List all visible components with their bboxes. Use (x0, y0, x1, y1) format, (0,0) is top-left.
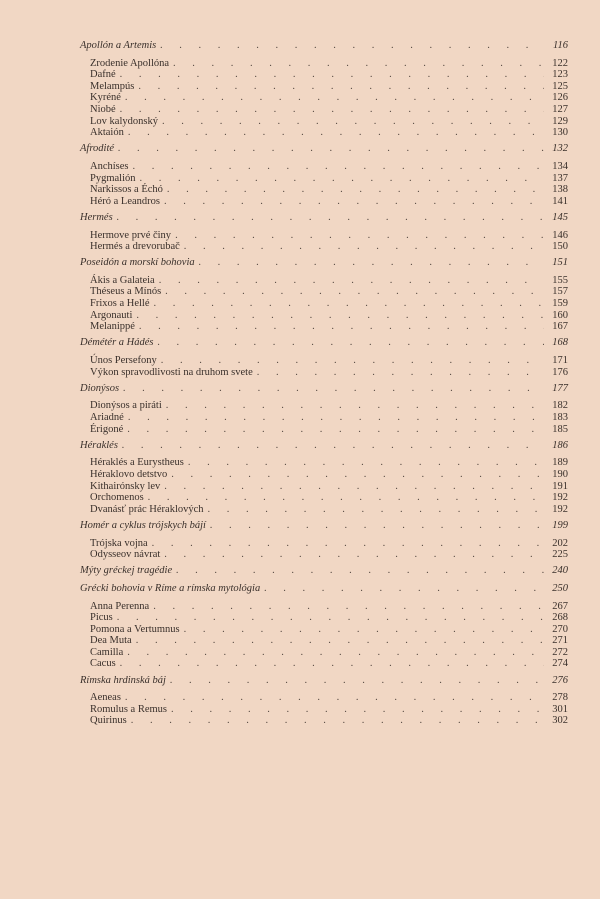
toc-section (80, 143, 568, 207)
toc-entry (80, 355, 568, 367)
dot-leader (127, 424, 544, 436)
page-number: 240 (552, 565, 568, 577)
toc-entry (80, 69, 568, 81)
page-number: 126 (552, 92, 568, 104)
section-heading (80, 143, 568, 155)
toc-entry (80, 469, 568, 481)
section-heading (80, 383, 568, 395)
dot-leader (165, 286, 544, 298)
entry-title: Lov kalydonský (90, 115, 158, 127)
page-number: 159 (552, 298, 568, 310)
entry-title: Únos Persefony (90, 355, 157, 367)
toc-section (80, 583, 568, 670)
dot-leader (166, 400, 544, 412)
page-number: 191 (552, 480, 568, 492)
entry-title: Quirinus (90, 715, 127, 727)
dot-leader (264, 583, 544, 595)
page-number: 116 (553, 40, 568, 51)
dot-leader (208, 504, 544, 516)
toc-entry (80, 184, 568, 196)
toc-entry (80, 241, 568, 253)
page-number: 127 (552, 103, 568, 115)
dot-leader (148, 492, 544, 504)
page-number: 301 (552, 703, 568, 715)
section-heading (80, 520, 568, 532)
entry-title: Kithairónsky lev (90, 480, 161, 492)
dot-leader (117, 612, 544, 624)
dot-leader (171, 704, 544, 716)
dot-leader (131, 715, 544, 727)
toc-entry (80, 116, 568, 128)
entry-title: Melampús (90, 80, 135, 92)
toc-section (80, 520, 568, 561)
section-title: Apollón a Artemis (80, 40, 157, 51)
page-number: 190 (552, 468, 568, 480)
section-title: Héraklés (80, 439, 118, 451)
page-number: 202 (552, 537, 568, 549)
dot-leader (164, 196, 544, 208)
section-title: Poseidón a morskí bohovia (80, 257, 195, 269)
page-number: 171 (552, 355, 568, 367)
page-number: 182 (552, 400, 568, 412)
page-number: 278 (552, 692, 568, 704)
entry-title: Dea Muta (90, 635, 132, 647)
page-number: 192 (552, 492, 568, 504)
dot-leader (164, 549, 544, 561)
dot-leader (136, 635, 544, 647)
entry-title: Dafné (90, 69, 116, 81)
toc-entry (80, 127, 568, 139)
toc-entry (80, 81, 568, 93)
toc-section (80, 212, 568, 253)
section-title: Afrodité (80, 143, 115, 155)
entry-title: Hermés a drevorubač (90, 241, 180, 253)
toc-entry (80, 400, 568, 412)
page-number: 176 (552, 366, 568, 378)
dot-leader (136, 310, 544, 322)
toc-entry (80, 424, 568, 436)
dot-leader (184, 624, 544, 636)
page-number: 268 (552, 612, 568, 624)
section-heading (80, 565, 568, 577)
entry-title: Pygmalión (90, 172, 136, 184)
toc-entry (80, 647, 568, 659)
dot-leader (164, 481, 544, 493)
page-number: 167 (552, 321, 568, 333)
entry-title: Picus (90, 612, 113, 624)
page-number: 225 (552, 549, 568, 561)
page-number: 122 (552, 57, 568, 69)
entry-title: Hermove prvé činy (90, 229, 172, 241)
toc-section (80, 337, 568, 378)
dot-leader (170, 675, 544, 687)
toc-entry (80, 104, 568, 116)
dot-leader (159, 275, 544, 287)
section-title: Mýty gréckej tragédie (80, 565, 173, 577)
dot-leader (210, 520, 544, 532)
page-number: 272 (552, 646, 568, 658)
toc-section (80, 383, 568, 435)
toc-entry (80, 367, 568, 379)
page-number: 129 (552, 115, 568, 127)
page-number: 123 (552, 69, 568, 81)
section-title: Grécki bohovia v Ríme a rímska mytológia (80, 582, 261, 594)
entry-title: Théseus a Mínós (90, 286, 162, 298)
toc-entry (80, 457, 568, 469)
entry-title: Trójska vojna (90, 537, 148, 549)
entry-title: Frixos a Hellé (90, 298, 150, 310)
page-number: 141 (552, 195, 568, 207)
toc-entry (80, 658, 568, 670)
page-number: 151 (552, 257, 568, 269)
toc-entry (80, 624, 568, 636)
dot-leader (127, 647, 544, 659)
toc-section (80, 675, 568, 727)
section-heading (80, 675, 568, 687)
toc-entry (80, 298, 568, 310)
toc-section (80, 257, 568, 333)
entry-title: Érigoné (90, 423, 124, 435)
dot-leader (171, 469, 544, 481)
dot-leader (133, 161, 545, 173)
page-number: 274 (552, 658, 568, 670)
dot-leader (167, 184, 544, 196)
dot-leader (117, 212, 544, 224)
dot-leader (184, 241, 544, 253)
entry-title: Ákis a Galateia (90, 274, 155, 286)
entry-title: Zrodenie Apollóna (90, 57, 170, 69)
page-number: 177 (552, 382, 568, 394)
entry-title: Camilla (90, 646, 124, 658)
section-title: Homér a cyklus trójskych bájí (80, 519, 206, 531)
section-heading (80, 257, 568, 269)
entry-title: Narkissos a Échó (90, 184, 163, 196)
entry-title: Héraklés a Eurystheus (90, 457, 184, 469)
section-heading (80, 440, 568, 452)
entry-title: Kyréné (90, 92, 121, 104)
dot-leader (257, 367, 544, 379)
entry-title: Orchomenos (90, 492, 144, 504)
section-heading (80, 212, 568, 224)
toc-entry (80, 481, 568, 493)
toc-section (80, 440, 568, 516)
toc-entry (80, 275, 568, 287)
dot-leader (138, 81, 544, 93)
page-number: 189 (552, 457, 568, 469)
entry-title: Pomona a Vertumnus (90, 623, 180, 635)
dot-leader (122, 440, 544, 452)
dot-leader (173, 58, 544, 70)
page-number: 145 (552, 211, 568, 223)
page-number: 134 (552, 160, 568, 172)
page-number: 186 (552, 439, 568, 451)
toc-entry (80, 704, 568, 716)
entry-title: Romulus a Remus (90, 703, 168, 715)
entry-title: Dionýsos a piráti (90, 400, 162, 412)
toc-entry (80, 161, 568, 173)
toc-entry (80, 321, 568, 333)
section-title: Hermés (80, 211, 113, 223)
dot-leader (153, 601, 544, 613)
dot-leader (118, 143, 544, 155)
entry-title: Anchíses (90, 160, 129, 172)
dot-leader (128, 412, 544, 424)
page-number: 168 (552, 337, 568, 349)
entry-title: Cacus (90, 658, 116, 670)
toc-entry (80, 692, 568, 704)
page-number: 155 (552, 274, 568, 286)
section-heading (80, 337, 568, 349)
toc-entry (80, 549, 568, 561)
page-number: 270 (552, 623, 568, 635)
section-title: Dionýsos (80, 382, 120, 394)
dot-leader (125, 92, 544, 104)
toc-entry (80, 601, 568, 613)
dot-leader (160, 40, 544, 52)
dot-leader (120, 104, 544, 116)
section-title: Démétér a Hádés (80, 337, 154, 349)
entry-title: Odysseov návrat (90, 549, 161, 561)
dot-leader (154, 298, 545, 310)
entry-title: Výkon spravodlivosti na druhom svete (90, 366, 253, 378)
page-number: 302 (552, 715, 568, 727)
table-of-contents (80, 40, 568, 732)
page-number: 276 (552, 674, 568, 686)
section-heading (80, 40, 568, 52)
toc-entry (80, 310, 568, 322)
toc-entry (80, 92, 568, 104)
entry-title: Melanippé (90, 321, 135, 333)
page-number: 160 (552, 309, 568, 321)
toc-entry (80, 286, 568, 298)
page-number: 192 (552, 503, 568, 515)
dot-leader (176, 565, 544, 577)
page-number: 183 (552, 412, 568, 423)
dot-leader (128, 127, 544, 139)
dot-leader (140, 173, 544, 185)
entry-title: Dvanásť prác Héraklových (90, 503, 204, 515)
page-number: 199 (552, 519, 568, 531)
toc-entry (80, 412, 568, 424)
toc-section (80, 40, 568, 139)
page-number: 250 (552, 582, 568, 594)
entry-title: Ariadné (90, 412, 124, 423)
entry-title: Niobé (90, 103, 116, 115)
section-heading (80, 583, 568, 595)
page-number: 267 (552, 600, 568, 612)
toc-entry (80, 492, 568, 504)
dot-leader (162, 116, 544, 128)
page-number: 137 (552, 172, 568, 184)
page-number: 130 (552, 127, 568, 139)
dot-leader (139, 321, 544, 333)
entry-title: Aktaión (90, 127, 124, 139)
page-number: 132 (552, 143, 568, 155)
toc-entry (80, 635, 568, 647)
dot-leader (199, 257, 544, 269)
dot-leader (120, 658, 544, 670)
dot-leader (123, 383, 544, 395)
page-number: 146 (552, 229, 568, 241)
toc-entry (80, 196, 568, 208)
dot-leader (157, 337, 544, 349)
page-number: 185 (552, 423, 568, 435)
page-number: 150 (552, 241, 568, 253)
page-number: 157 (552, 286, 568, 298)
toc-entry (80, 230, 568, 242)
page-number: 138 (552, 184, 568, 196)
toc-entry (80, 715, 568, 727)
dot-leader (188, 457, 544, 469)
toc-entry (80, 58, 568, 70)
toc-entry (80, 173, 568, 185)
entry-title: Argonauti (90, 309, 133, 321)
page-number: 125 (552, 80, 568, 92)
entry-title: Héraklovo detstvo (90, 468, 168, 480)
toc-entry (80, 538, 568, 550)
entry-title: Héró a Leandros (90, 195, 160, 207)
dot-leader (175, 230, 544, 242)
entry-title: Aeneas (90, 692, 121, 704)
toc-entry (80, 612, 568, 624)
toc-entry (80, 504, 568, 516)
dot-leader (120, 69, 544, 81)
dot-leader (125, 692, 544, 704)
toc-section (80, 565, 568, 577)
dot-leader (152, 538, 544, 550)
entry-title: Anna Perenna (90, 600, 150, 612)
page-number: 271 (552, 635, 568, 647)
dot-leader (161, 355, 544, 367)
section-title: Rímska hrdinská báj (80, 674, 166, 686)
